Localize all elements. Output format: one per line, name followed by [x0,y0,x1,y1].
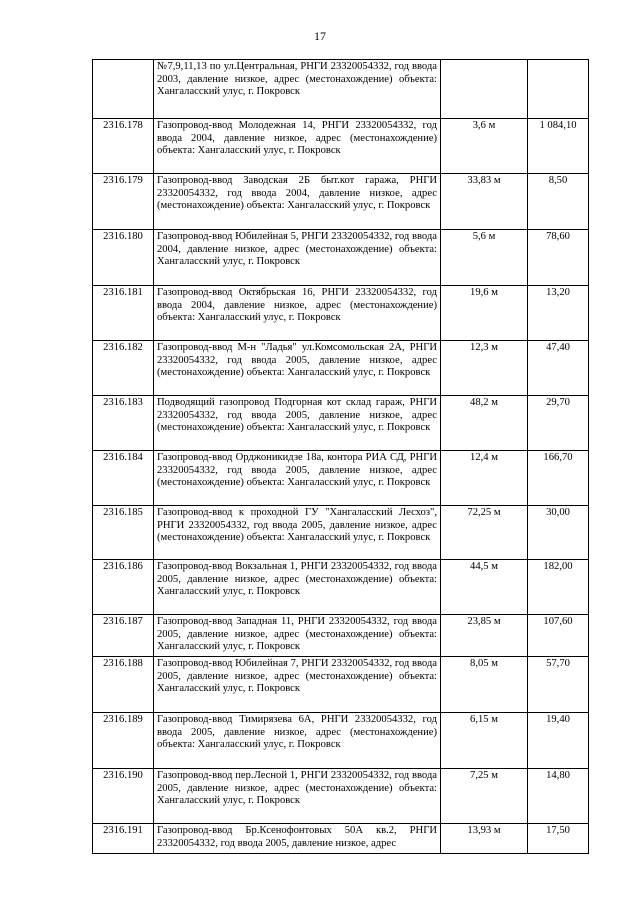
table-row [93,769,589,824]
table-row [93,174,589,230]
description-cell: Подводящий газопровод Подгорная кот склад гараж, РНГИ 23320054332, год ввода 2005, давление низкое, адрес (местонахождение) объекта: Хангаласский улус, г. Покровск [154,396,441,451]
description-cell: Газопровод-ввод Молодежная 14, РНГИ 23320054332, год ввода 2004, давление низкое, адрес (местонахождение) объекта: Хангаласский улус, г. Покровск [154,119,441,174]
row-number-cell: 2316.182 [93,341,154,396]
table-row [93,286,589,341]
row-number-cell: 2316.181 [93,286,154,341]
table-row [93,230,589,286]
length-cell: 3,6 м [441,119,528,174]
length-cell: 19,6 м [441,286,528,341]
value-cell: 78,60 [528,230,589,286]
row-number-cell: 2316.186 [93,560,154,615]
row-number-cell: 2316.180 [93,230,154,286]
description-cell: Газопровод-ввод Юбилейная 7, РНГИ 23320054332, год ввода 2005, давление низкое, адрес (местонахождение) объекта: Хангаласский улус, г. Покровск [154,657,441,713]
row-number-cell: 2316.179 [93,174,154,230]
table-row [93,60,589,119]
value-cell: 47,40 [528,341,589,396]
row-number-cell: 2316.188 [93,657,154,713]
value-cell: 107,60 [528,615,589,657]
description-cell: Газопровод-ввод Орджоникидзе 18а, контора РИА СД, РНГИ 23320054332, год ввода 2005, давление низкое, адрес (местонахождение) объекта: Хангаласский улус, г. Покровск [154,451,441,506]
value-cell: 14,80 [528,769,589,824]
length-cell: 8,05 м [441,657,528,713]
length-cell: 5,6 м [441,230,528,286]
row-number-cell: 2316.185 [93,506,154,560]
registry-table-body [93,60,589,854]
length-cell: 7,25 м [441,769,528,824]
length-cell: 12,4 м [441,451,528,506]
table-row [93,451,589,506]
row-number-cell: 2316.178 [93,119,154,174]
table-row [93,396,589,451]
length-cell: 23,85 м [441,615,528,657]
value-cell: 182,00 [528,560,589,615]
length-cell: 44,5 м [441,560,528,615]
length-cell: 12,3 м [441,341,528,396]
table-row [93,560,589,615]
description-cell: Газопровод-ввод Заводская 2Б быт.кот гаража, РНГИ 23320054332, год ввода 2004, давление низкое, адрес (местонахождение) объекта: Хангаласский улус, г. Покровск [154,174,441,230]
page-number: 17 [314,29,326,43]
table-row [93,657,589,713]
length-cell: 33,83 м [441,174,528,230]
description-cell: Газопровод-ввод пер.Лесной 1, РНГИ 23320054332, год ввода 2005, давление низкое, адрес (местонахождение) объекта: Хангаласский улус, г. Покровск [154,769,441,824]
value-cell: 30,00 [528,506,589,560]
row-number-cell: 2316.190 [93,769,154,824]
row-number-cell: 2316.187 [93,615,154,657]
length-cell: 13,93 м [441,824,528,854]
value-cell: 13,20 [528,286,589,341]
row-number-cell: 2316.183 [93,396,154,451]
description-cell: №7,9,11,13 по ул.Центральная, РНГИ 23320054332, год ввода 2003, давление низкое, адрес (местонахождение) объекта: Хангаласский улус, г. Покровск [154,60,441,119]
description-cell: Газопровод-ввод Вокзальная 1, РНГИ 23320054332, год ввода 2005, давление низкое, адрес (местонахождение) объекта: Хангаласский улус, г. Покровск [154,560,441,615]
row-number-cell: 2316.184 [93,451,154,506]
value-cell: 57,70 [528,657,589,713]
description-cell: Газопровод-ввод Западная 11, РНГИ 23320054332, год ввода 2005, давление низкое, адрес (местонахождение) объекта: Хангаласский улус, г. Покровск [154,615,441,657]
length-cell [441,60,528,119]
value-cell [528,60,589,119]
table-row [93,341,589,396]
table-row [93,824,589,854]
value-cell: 29,70 [528,396,589,451]
table-row [93,506,589,560]
table-row [93,119,589,174]
value-cell: 1 084,10 [528,119,589,174]
row-number-cell [93,60,154,119]
value-cell: 19,40 [528,713,589,769]
value-cell: 8,50 [528,174,589,230]
value-cell: 166,70 [528,451,589,506]
value-cell: 17,50 [528,824,589,854]
description-cell: Газопровод-ввод Октябрьская 16, РНГИ 23320054332, год ввода 2004, давление низкое, адрес (местонахождение) объекта: Хангаласский улус, г. Покровск [154,286,441,341]
length-cell: 72,25 м [441,506,528,560]
length-cell: 48,2 м [441,396,528,451]
description-cell: Газопровод-ввод Тимирязева 6А, РНГИ 23320054332, год ввода 2005, давление низкое, адрес (местонахождение) объекта: Хангаласский улус, г. Покровск [154,713,441,769]
row-number-cell: 2316.191 [93,824,154,854]
description-cell: Газопровод-ввод М-н "Ладья" ул.Комсомольская 2А, РНГИ 23320054332, год ввода 2005, давление низкое, адрес (местонахождение) объекта: Хангаласский улус, г. Покровск [154,341,441,396]
description-cell: Газопровод-ввод Бр.Ксенофонтовых 50А кв.2, РНГИ 23320054332, год ввода 2005, давление низкое, адрес [154,824,441,854]
table-row [93,713,589,769]
length-cell: 6,15 м [441,713,528,769]
row-number-cell: 2316.189 [93,713,154,769]
description-cell: Газопровод-ввод Юбилейная 5, РНГИ 23320054332, год ввода 2004, давление низкое, адрес (местонахождение) объекта: Хангаласский улус, г. Покровск [154,230,441,286]
registry-table [92,59,589,854]
table-row [93,615,589,657]
description-cell: Газопровод-ввод к проходной ГУ "Хангаласский Лесхоз", РНГИ 23320054332, год ввода 2005, давление низкое, адрес (местонахождение) объекта: Хангаласский улус, г. Покровск [154,506,441,560]
